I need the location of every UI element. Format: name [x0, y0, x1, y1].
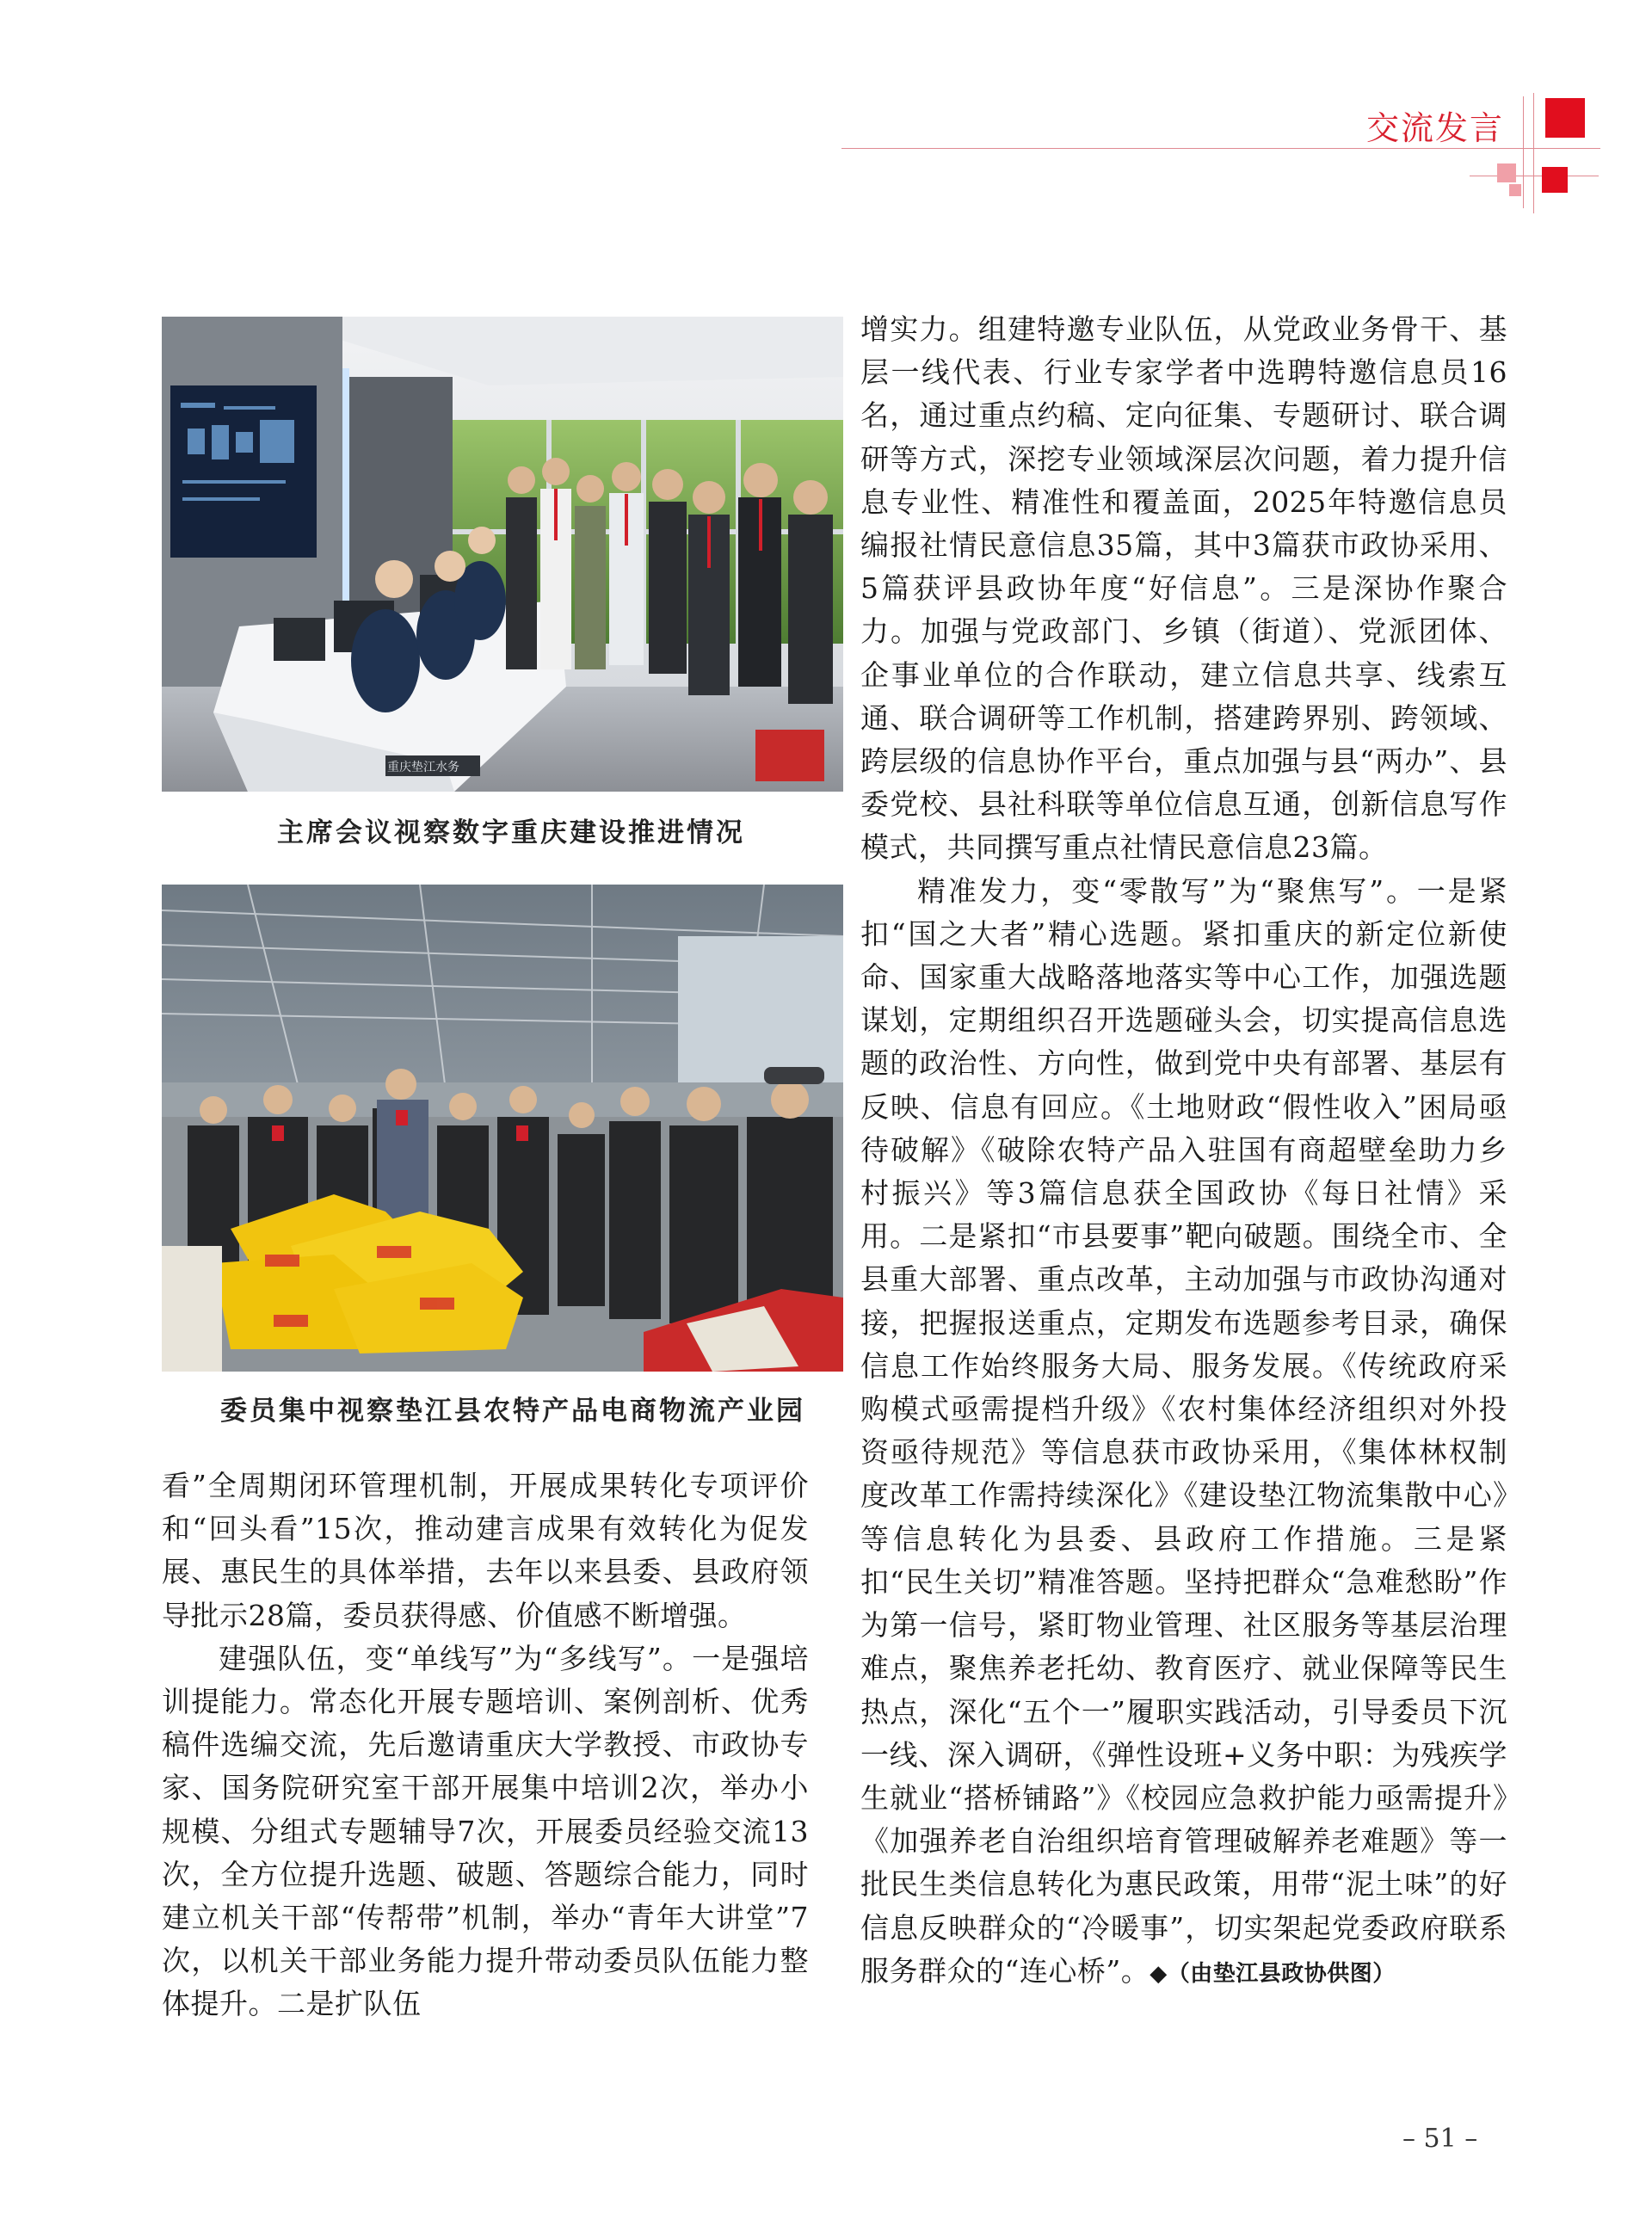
section-title: 交流发言 [1366, 109, 1505, 147]
right-paragraph-2-text: 精准发力，变“零散写”为“聚焦写”。一是紧扣“国之大者”精心选题。紧扣重庆的新定位新使命、国家重大战略落地落实等中心工作，加强选题谋划，定期组织召开选题碰头会，切实提高信息选题的政治性、方向性，做到党中央有部署、基层有反映、信息有回应。《土地财政“假性收入”困局亟待破解》《破除农特产品入驻国有商超壁垒助力乡村振兴》等3篇信息获全国政协《每日社情》采用。二是紧扣“市县要事”靶向破题。围绕全市、全县重大部署、重点改革，主动加强与市政协沟通对接，把握报送重点，定期发布选题参考目录，确保信息工作始终服务大局、服务发展。《传统政府采购模式亟需提档升级》《农村集体经济组织对外投资亟待规范》等信息获市政协采用，《集体林权制度改革工作需持续深化》《建设垫江物流集散中心》等信息转化为县委、县政府工作措施。三是紧扣“民生关切”精准答题。坚持把群众“急难愁盼”作为第一信号，紧盯物业管理、社区服务等基层治理难点，聚焦养老托幼、教育医疗、就业保障等民生热点，深化“五个一”履职实践活动，引导委员下沉一线、深入调研，《弹性设班+义务中职：为残疾学生就业“搭桥铺路”》《校园应急救护能力亟需提升》《加强养老自治组织培育管理破解养老难题》等一批民生类信息转化为惠民政策，用带“泥土味”的好信息反映群众的“冷暖事”，切实架起党委政府联系服务群众的“连心桥”。 [860, 873, 1507, 1988]
right-text-column [860, 308, 1507, 1995]
end-mark-diamond-icon: ◆ [1150, 1960, 1168, 1987]
left-paragraph-1: 看”全周期闭环管理机制，开展成果转化专项评价和“回头看”15次，推动建言成果有效转化为促发展、惠民生的具体举措，去年以来县委、县政府领导批示28篇，委员获得感、价值感不断增强。 [162, 1469, 809, 1632]
photo-warehouse-inspection [162, 885, 843, 1372]
photo-control-room [162, 317, 843, 792]
red-square-decoration [1545, 98, 1585, 138]
page-number: – 51 – [1402, 2124, 1478, 2154]
header-rule [841, 148, 1600, 149]
right-paragraph-1: 增实力。组建特邀专业队伍，从党政业务骨干、基层一线代表、行业专家学者中选聘特邀信息员16名，通过重点约稿、定向征集、专题研讨、联合调研等方式，深挖专业领域深层次问题，着力提升信息专业性、精准性和覆盖面，2025年特邀信息员编报社情民意信息35篇，其中3篇获市政协采用、5篇获评县政协年度“好信息”。三是深协作聚合力。加强与党政部门、乡镇（街道）、党派团体、企事业单位的合作联动，建立信息共享、线索互通、联合调研等工作机制，搭建跨界别、跨领域、跨层级的信息协作平台，重点加强与县“两办”、县委党校、县社科联等单位信息互通，创新信息写作模式，共同撰写重点社情民意信息23篇。 [860, 312, 1507, 865]
red-small-square-decoration [1542, 167, 1568, 193]
header-vertical-rule-2 [1523, 96, 1524, 208]
photo-2-caption: 委员集中视察垫江县农特产品电商物流产业园 [220, 1396, 805, 1427]
right-paragraph-2 [860, 870, 1507, 1995]
photo-1-caption: 主席会议视察数字重庆建设推进情况 [277, 817, 745, 848]
left-text-column [162, 1464, 809, 2026]
header-vertical-rule [1533, 93, 1534, 213]
photo-source-note: （由垫江县政协供图） [1167, 1960, 1396, 1987]
pink-square-decoration [1497, 163, 1516, 182]
left-paragraph-2: 建强队伍，变“单线写”为“多线写”。一是强培训提能力。常态化开展专题培训、案例剖析、优秀稿件选编交流，先后邀请重庆大学教授、市政协专家、国务院研究室干部开展集中培训2次，举办小规模、分组式专题辅导7次，开展委员经验交流13次，全方位提升选题、破题、答题综合能力，同时建立机关干部“传帮带”机制，举办“青年大讲堂”7次，以机关干部业务能力提升带动委员队伍能力整体提升。二是扩队伍 [162, 1641, 809, 2021]
signage-text: 重庆垫江水务 [387, 761, 459, 774]
pink-square-decoration-2 [1509, 184, 1521, 196]
